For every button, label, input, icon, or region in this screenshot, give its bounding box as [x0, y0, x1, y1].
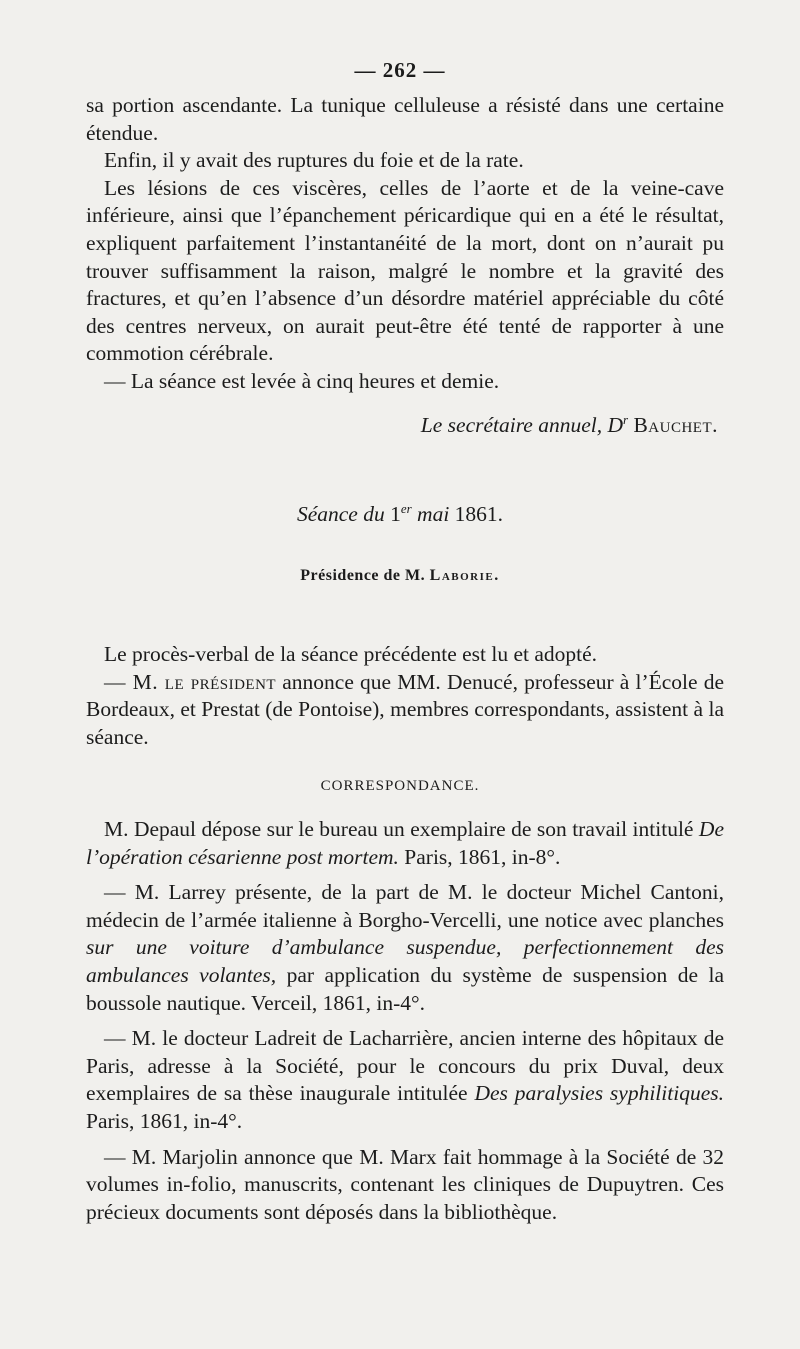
secretary-signature [421, 413, 718, 438]
signature-name: Bauchet. [633, 413, 718, 437]
session-opening-section [86, 641, 724, 751]
signature-title: $D^r$ [607, 411, 629, 437]
paragraph-depaul: M. Depaul dépose sur le bureau un exemplaire de son travail intitulé De l’opération césarienne post mortem. Paris, 1861, in-8°. [86, 817, 724, 869]
paragraph-tunique: sa portion ascendante. La tunique celluleuse a résisté dans une certaine étendue. [86, 93, 724, 145]
page-number: — 262 — [354, 58, 446, 82]
paragraph-larrey: — M. Larrey présente, de la part de M. le docteur Michel Cantoni, médecin de l’armée italienne à Borgho-Vercelli, une notice avec planches sur une voiture d’ambulance suspendue, perfectionnement des ambulances volantes, par application du système de suspension de la boussole nautique. Verceil, 1861, in-4°. [86, 880, 724, 1015]
paragraph-marjolin: — M. Marjolin annonce que M. Marx fait hommage à la Société de 32 volumes in-folio, manuscrits, contenant les cliniques de Dupuytren. Ces précieux documents sont déposés dans la bibliothèque. [86, 1144, 724, 1224]
correspondance-section [86, 816, 724, 1234]
signature-role: Le secrétaire annuel, [420, 413, 603, 437]
closing-minutes-section [86, 92, 724, 396]
paragraph-president-announces: — M. le président annonce que MM. Denucé, professeur à l’École de Bordeaux, et Prestat (de Pontoise), membres correspondants, assistent à la séance. [86, 669, 724, 749]
presidency-heading: Présidence de M. Laborie. [300, 567, 500, 584]
paragraph-ladreit: — M. le docteur Ladreit de Lacharrière, ancien interne des hôpitaux de Paris, adresse à la Société, pour le concours du prix Duval, deux exemplaires de sa thèse inaugurale intitulée Des paralysies syphilitiques. Paris, 1861, in-4°. [86, 1026, 724, 1133]
session-year: 1861. [454, 502, 504, 526]
session-day: 1er [390, 500, 412, 526]
correspondance-heading: CORRESPONDANCE. [320, 778, 480, 794]
president-name: Laborie. [429, 567, 500, 584]
paragraph-ruptures: Enfin, il y avait des ruptures du foie et de la rate. [104, 148, 524, 173]
paragraph-seance-levee: — La séance est levée à cinq heures et demie. [104, 368, 500, 393]
session-heading: Séance du 1er mai 1861. [296, 500, 504, 526]
paragraph-proces-verbal: Le procès-verbal de la séance précédente est lu et adopté. [104, 642, 598, 666]
paragraph-lesions: Les lésions de ces viscères, celles de l’aorte et de la veine-cave inférieure, ainsi que l’épanchement péricardique qui en a été le résultat, expliquent parfaitement l’instantanéité de la mort, dont on n’aurait pu trouver suffisamment la raison, malgré le nombre et la gravité des fractures, et qu’en l’absence d’un désordre matériel appréciable du côté des centres nerveux, on aurait peut-être été tenté de rapporter à une commotion cérébrale. [86, 175, 724, 366]
